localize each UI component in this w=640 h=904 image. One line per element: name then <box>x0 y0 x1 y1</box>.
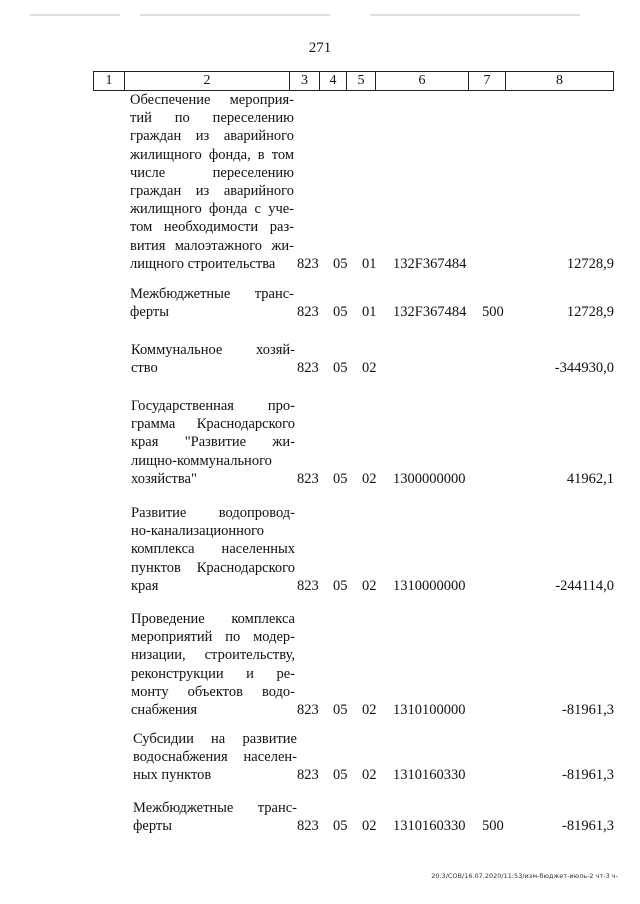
cell-c5: 02 <box>362 702 377 718</box>
row-description <box>131 504 295 595</box>
cell-c3: 823 <box>297 702 319 718</box>
cell-c8: -81961,3 <box>562 702 614 718</box>
description-line: водоснабжения населен- <box>133 749 297 766</box>
description-line: граждан из аварийного <box>130 183 294 200</box>
cell-c3: 823 <box>297 360 319 377</box>
cell-c4: 05 <box>333 470 348 487</box>
row-description <box>133 799 297 835</box>
cell-c4: 05 <box>333 818 348 835</box>
description-line: низации, строительству, <box>131 647 295 664</box>
cell-c3: 823 <box>297 818 319 835</box>
description-line: граждан из аварийного <box>130 128 294 145</box>
column-header: 3 <box>290 72 320 91</box>
description-line: вития малоэтажного жи- <box>130 237 294 254</box>
cell-c5: 02 <box>362 818 377 835</box>
description-line: Развитие водопровод- <box>131 505 295 521</box>
row-description <box>130 285 294 321</box>
cell-c4: 05 <box>333 360 348 377</box>
scan-artifact <box>140 14 330 16</box>
cell-c8: -81961,3 <box>562 818 614 835</box>
description-line: ных пунктов <box>133 767 212 784</box>
cell-c3: 823 <box>297 577 319 594</box>
document-footer: 20.3/СОВ/16.07.2020/11:53/изм-бюджет-июль-2 чт-3 ч- <box>431 872 618 880</box>
cell-c7: 500 <box>482 818 504 835</box>
cell-c3: 823 <box>297 255 319 272</box>
description-line: Проведение комплекса <box>131 611 295 627</box>
description-line: пунктов Краснодарского <box>131 559 295 576</box>
description-line: края <box>131 577 159 594</box>
scan-artifact <box>370 14 580 16</box>
row-description <box>131 397 295 488</box>
description-line: комплекса населенных <box>131 541 295 558</box>
column-header: 4 <box>320 72 347 91</box>
cell-c6: 1310100000 <box>393 702 466 718</box>
description-line: числе переселению <box>130 164 294 181</box>
description-line: ферты <box>130 304 169 321</box>
cell-c3: 823 <box>297 470 319 487</box>
cell-c5: 01 <box>362 304 377 321</box>
cell-c6: 1300000000 <box>393 470 466 487</box>
description-line: том необходимости раз- <box>130 219 294 236</box>
row-description <box>133 730 297 785</box>
cell-c6: 132F367484 <box>393 304 467 321</box>
column-header: 6 <box>376 72 469 91</box>
column-header: 8 <box>506 72 614 91</box>
description-line: ство <box>131 360 158 377</box>
description-line: Коммунальное хозяй- <box>131 342 295 358</box>
description-line: Межбюджетные транс- <box>130 286 294 302</box>
column-header-table <box>93 71 614 91</box>
row-description <box>131 341 295 377</box>
cell-c4: 05 <box>333 304 348 321</box>
cell-c5: 01 <box>362 255 377 272</box>
description-line: тий по переселению <box>130 110 294 127</box>
description-line: Межбюджетные транс- <box>133 800 297 816</box>
description-line: реконструкции и ре- <box>131 665 295 682</box>
description-line: лищно-коммунального <box>131 452 272 469</box>
description-line: жилищного фонда, в том <box>130 146 294 163</box>
column-header: 5 <box>347 72 376 91</box>
cell-c8: -81961,3 <box>562 767 614 784</box>
description-line: мероприятий по модер- <box>131 629 295 646</box>
description-line: монту объектов водо- <box>131 683 295 700</box>
row-description <box>131 610 295 719</box>
cell-c4: 05 <box>333 767 348 784</box>
cell-c8: -244114,0 <box>555 577 614 594</box>
description-line: края "Развитие жи- <box>131 434 295 451</box>
column-header: 1 <box>94 72 125 91</box>
cell-c5: 02 <box>362 767 377 784</box>
cell-c7: 500 <box>482 304 504 321</box>
description-line: жилищного фонда с уче- <box>130 201 294 218</box>
column-header: 7 <box>469 72 506 91</box>
cell-c5: 02 <box>362 577 377 594</box>
description-line: Обеспечение мероприя- <box>130 92 294 108</box>
cell-c6: 132F367484 <box>393 255 467 272</box>
cell-c8: -344930,0 <box>554 360 614 377</box>
cell-c6: 1310000000 <box>393 577 466 594</box>
description-line: ферты <box>133 818 172 835</box>
scan-artifact <box>30 14 120 16</box>
description-line: Государственная про- <box>131 398 295 414</box>
description-line: Субсидии на развитие <box>133 731 297 747</box>
row-description <box>130 91 294 273</box>
cell-c3: 823 <box>297 304 319 321</box>
cell-c5: 02 <box>362 360 377 377</box>
cell-c5: 02 <box>362 470 377 487</box>
description-line: снабжения <box>131 702 198 719</box>
column-header: 2 <box>125 72 290 91</box>
cell-c4: 05 <box>333 255 348 272</box>
cell-c3: 823 <box>297 767 319 784</box>
cell-c4: 05 <box>333 577 348 594</box>
cell-c8: 12728,9 <box>566 304 614 321</box>
cell-c8: 12728,9 <box>566 255 614 272</box>
description-line: хозяйства" <box>131 470 197 487</box>
cell-c4: 05 <box>333 702 348 718</box>
page-number: 271 <box>308 40 332 56</box>
cell-c6: 1310160330 <box>393 767 466 784</box>
cell-c6: 1310160330 <box>393 818 466 835</box>
description-line: но-канализационного <box>131 523 264 540</box>
description-line: грамма Краснодарского <box>131 416 295 433</box>
description-line: лищного строительства <box>130 255 276 272</box>
cell-c8: 41962,1 <box>566 470 614 487</box>
